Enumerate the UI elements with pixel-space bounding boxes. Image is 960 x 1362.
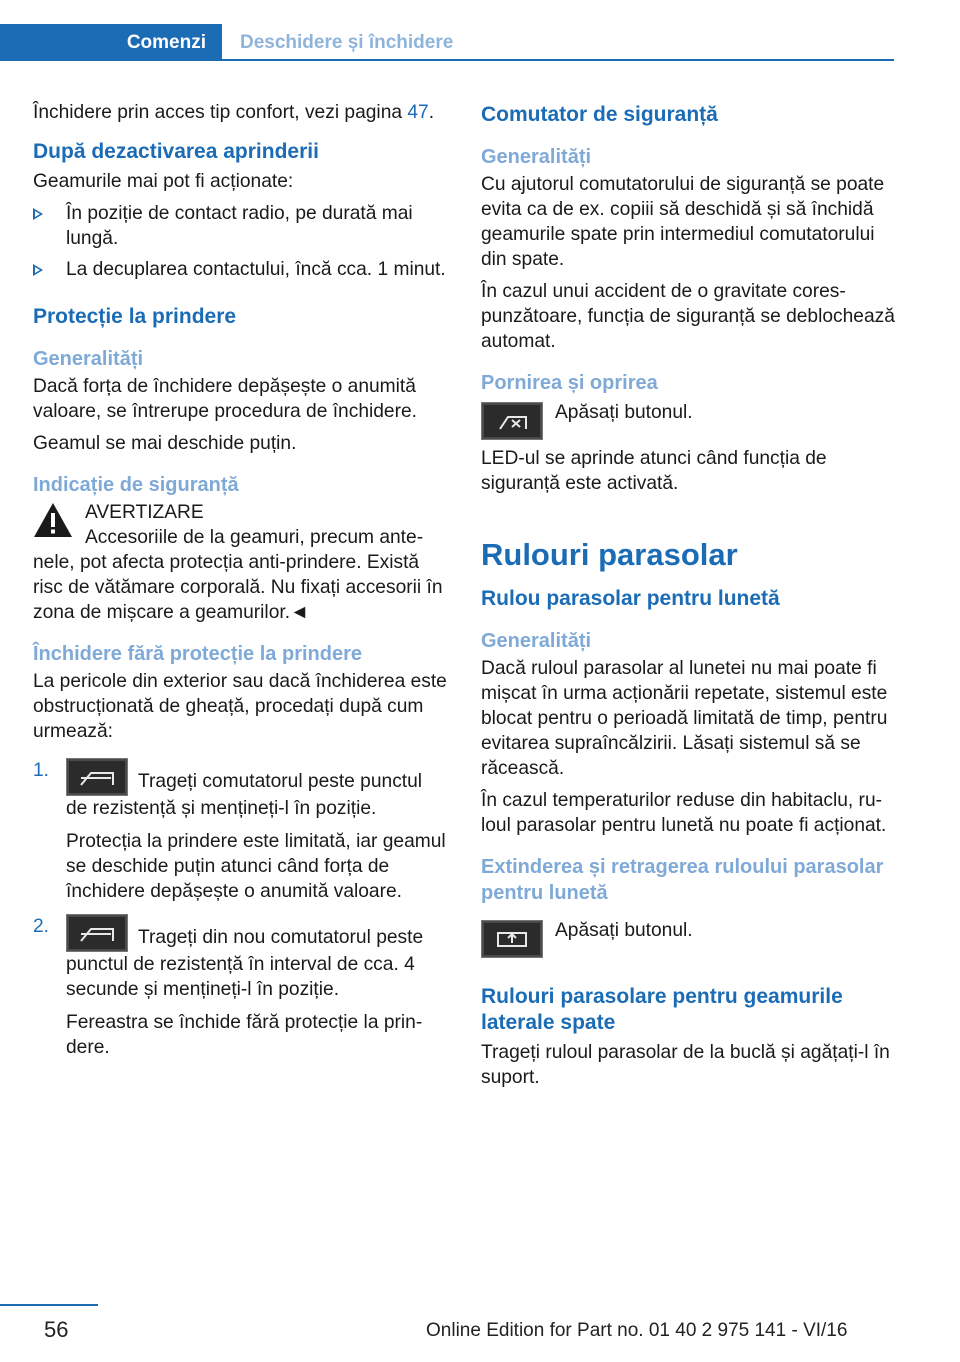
heading-inchidere-fara-protectie: Închidere fără protecție la prindere: [33, 643, 362, 665]
heading-pornirea-oprirea: Pornirea și oprirea: [481, 372, 658, 394]
heading-generalitati: Generalități: [33, 348, 144, 370]
step-1-line1: Trageți comutatorul peste punctul de rezistență și mențineți-l în poziție.: [66, 771, 423, 819]
step-2-line1: Trageți din nou comutatorul peste punctul de rezistență în interval de cca. 4 secunde și mențineți-l în poziție.: [66, 927, 424, 1000]
step-1-line2: Protecția la prindere este limitată, iar geamul se deschide puțin atunci când forța de închidere depășește o anumită valoare.: [66, 831, 446, 902]
bullet-list: [33, 201, 448, 282]
step-item: [33, 914, 448, 1060]
warning-block: [33, 500, 448, 625]
rulou-p1: Dacă ruloul parasolar al lunetei nu mai poate fi mișcat în urma acționării repetate, sistemul este blocat pentru o perioadă limitată de timp, pentru evitarea supraîncălzirii. Lăsați sistemul să se răcească.: [481, 658, 888, 779]
press-button-text-2: Apăsați butonul.: [555, 920, 693, 941]
heading-generalitati-2: Generalități: [481, 630, 592, 652]
tab-comenzi[interactable]: Comenzi: [0, 24, 222, 61]
footer-rule: [0, 1304, 98, 1306]
step-item: [33, 758, 448, 904]
warning-title: AVERTIZARE: [85, 502, 204, 523]
press-button-text: Apăsați butonul.: [555, 402, 693, 423]
safety-switch-icon: [481, 402, 543, 440]
sunblind-button-icon: [481, 920, 543, 958]
rulou-p2: În cazul temperaturilor reduse din habitaclu, ruloul parasolar pentru lunetă nu poate fi acționat.: [481, 790, 887, 836]
generalitati-p2: Geamul se mai deschide puțin.: [33, 433, 297, 454]
left-column: [33, 100, 448, 1070]
heading-rulou-luneta: Rulou parasolar pentru lunetă: [481, 587, 780, 610]
safety-switch-row: [481, 400, 896, 440]
led-text: LED-ul se aprinde atunci când funcția de siguranță este activată.: [481, 448, 827, 494]
step-number: 1.: [33, 760, 50, 781]
heading-dupa-dezactivare: După dezactivarea aprinderii: [33, 140, 319, 163]
window-switch-icon: [66, 758, 128, 796]
warning-text: Accesoriile de la geamuri, precum antenele, pot afecta protecția anti-prindere. Există risc de vătămare corporală. Nu fixați accesorii în zona de mișcare a geamurilor.◄: [33, 527, 443, 623]
laterale-text: Trageți ruloul parasolar de la buclă și agățați-l în suport.: [481, 1042, 890, 1088]
triangle-bullet-icon: [33, 208, 43, 220]
page-link[interactable]: 47: [407, 102, 429, 123]
inchidere-text: La pericole din exterior sau dacă închiderea este obstrucționată de gheață, procedați după cum urmează:: [33, 671, 447, 742]
dupa-text: Geamurile mai pot fi acționate:: [33, 171, 294, 192]
header-rule: [0, 59, 894, 61]
right-column: [481, 100, 896, 1097]
list-item: În poziție de contact radio, pe durată mai lungă.: [33, 201, 448, 251]
heading-rulouri-laterale: Rulouri parasolare pentru geamurile laterale spate: [481, 985, 843, 1034]
sunblind-switch-row: [481, 918, 896, 958]
heading-indicatie-siguranta: Indicație de siguranță: [33, 474, 239, 496]
window-switch-icon: [66, 914, 128, 952]
page-number: 56: [44, 1317, 69, 1342]
step-2-line2: Fereastra se închide fără protecție la prindere.: [66, 1012, 423, 1058]
steps-list: [33, 758, 448, 1060]
intro-paragraph: Închidere prin acces tip confort, vezi pagina 47.: [33, 102, 435, 123]
comutator-p1: Cu ajutorul comutatorului de siguranță se poate evita ca de ex. copiii să deschidă și să închidă geamurile spate prin intermediul comutatorului din spate.: [481, 174, 885, 270]
heading-rulouri-parasolar: Rulouri parasolar: [481, 537, 738, 572]
heading-protectie-prindere: Protecție la prindere: [33, 305, 237, 328]
heading-comutator-siguranta: Comutator de siguranță: [481, 103, 718, 126]
generalitati-p1: Dacă forța de închidere depășește o anumită valoare, se întrerupe procedura de închidere.: [33, 376, 417, 422]
footer-edition: Online Edition for Part no. 01 40 2 975 141 - VI/16: [426, 1320, 848, 1341]
step-number: 2.: [33, 916, 50, 937]
list-item: La decuplarea contactului, încă cca. 1 minut.: [33, 257, 448, 282]
tab-deschidere-inchidere[interactable]: Deschidere și închidere: [240, 31, 454, 53]
heading-generalitati: Generalități: [481, 146, 592, 168]
warning-triangle-icon: [33, 502, 73, 538]
heading-extinderea-retragerea: Extinderea și retragerea ruloului parasolar pentru lunetă: [481, 856, 884, 904]
triangle-bullet-icon: [33, 264, 43, 276]
comutator-p2: În cazul unui accident de o gravitate corespunzătoare, funcția de siguranță se deblochează automat.: [481, 281, 895, 352]
